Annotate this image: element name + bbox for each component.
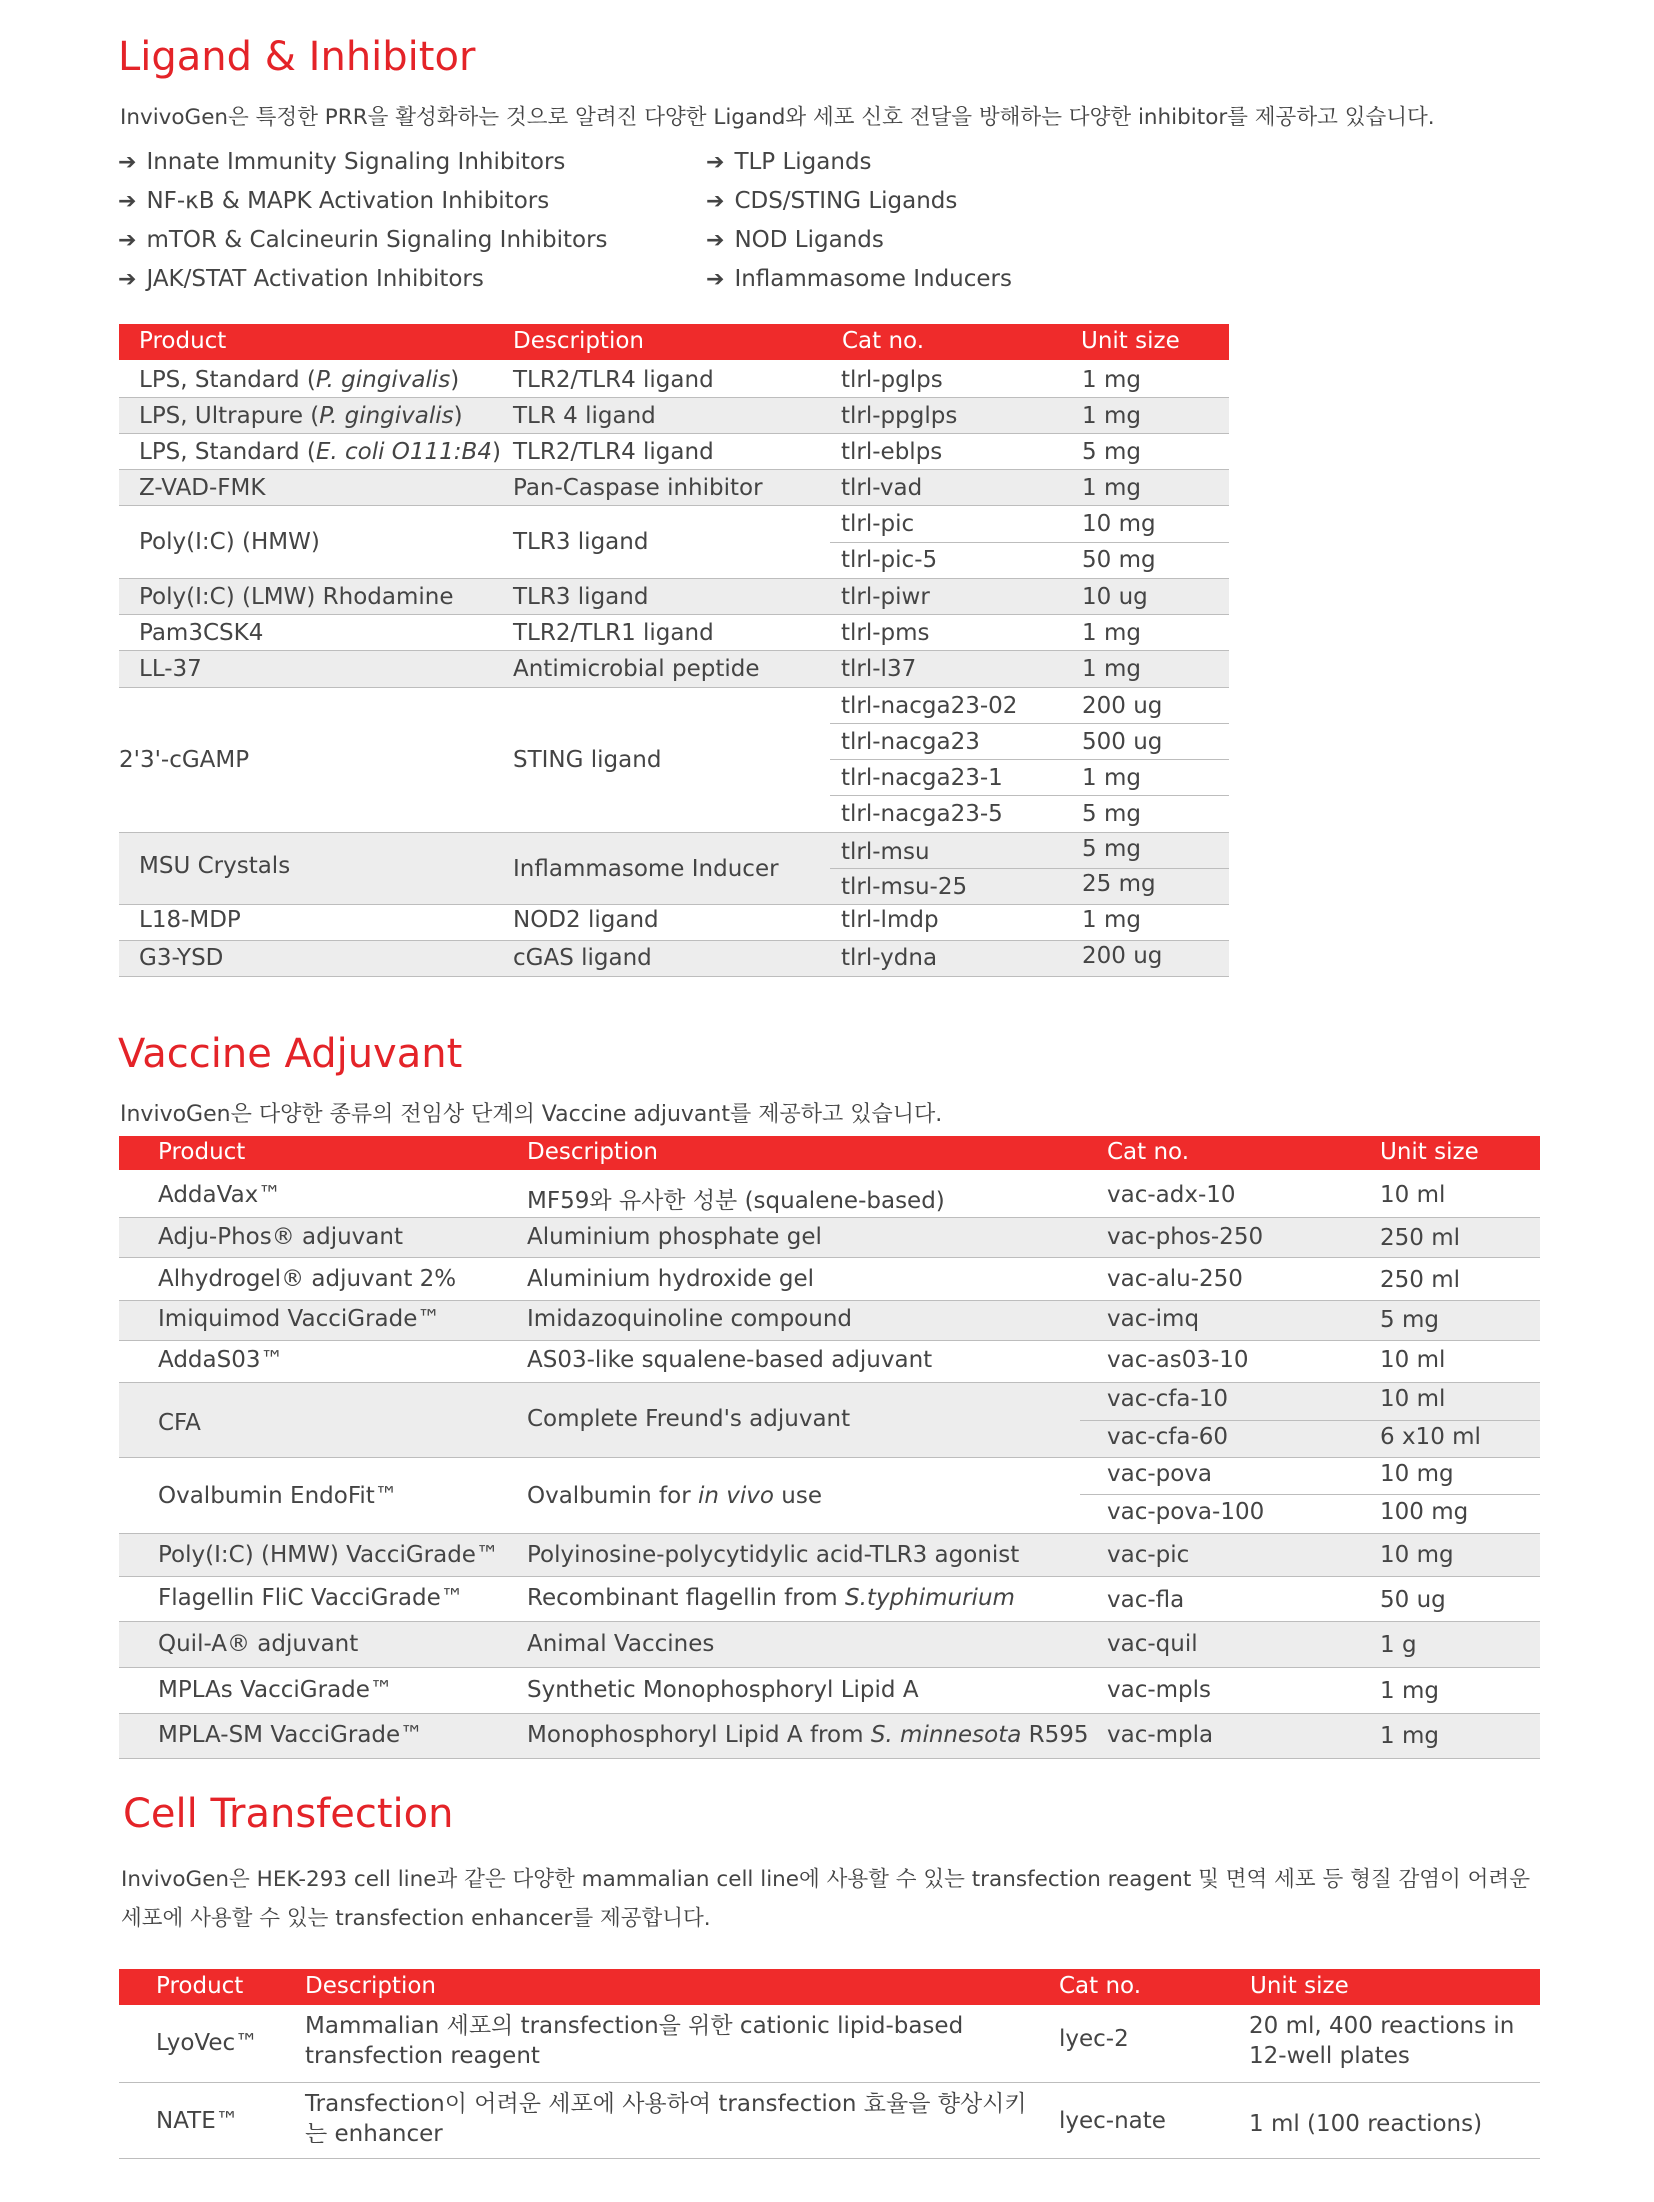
description: Recombinant flagellin from S.typhimurium [527, 1585, 1015, 1611]
row-divider [119, 1533, 1540, 1534]
vaccine-title: Vaccine Adjuvant [118, 1031, 463, 1077]
unit-size: 1 mg [1082, 907, 1141, 933]
ligand-title: Ligand & Inhibitor [118, 34, 476, 80]
cat-no: tlrl-nacga23 [841, 729, 980, 755]
row-divider [830, 868, 1229, 869]
arrow-icon: ➔ [706, 228, 725, 253]
cat-no: tlrl-lmdp [841, 907, 939, 933]
description: TLR 4 ligand [513, 403, 656, 429]
row-divider [830, 542, 1229, 543]
bullet-item: ➔ CDS/STING Ligands [706, 188, 958, 214]
cat-no: vac-mpls [1107, 1677, 1212, 1703]
product-name: CFA [158, 1410, 201, 1436]
transfection-table-header [119, 1969, 1540, 2005]
cat-no: tlrl-ydna [841, 945, 938, 971]
row-divider [830, 795, 1229, 796]
product-name: Ovalbumin EndoFit™ [158, 1483, 398, 1509]
row-divider [119, 1382, 1540, 1383]
product-name: LL-37 [139, 656, 202, 682]
arrow-icon: ➔ [706, 189, 725, 214]
cat-no: vac-adx-10 [1107, 1182, 1236, 1208]
cat-no: tlrl-pms [841, 620, 930, 646]
row-divider [119, 1576, 1540, 1577]
header-cat: Cat no. [1059, 1973, 1142, 1999]
description: Pan-Caspase inhibitor [513, 475, 763, 501]
cat-no: tlrl-nacga23-02 [841, 693, 1018, 719]
header-product: Product [158, 1139, 246, 1165]
unit-size: 1 mg [1082, 765, 1141, 791]
cat-no: vac-cfa-60 [1107, 1424, 1229, 1450]
unit-size: 200 ug [1082, 943, 1163, 969]
product-name: MSU Crystals [139, 853, 291, 879]
unit-size: 10 ml [1380, 1182, 1446, 1208]
description: cGAS ligand [513, 945, 652, 971]
description: NOD2 ligand [513, 907, 659, 933]
unit-size: 5 mg [1082, 836, 1141, 862]
header-description: Description [527, 1139, 658, 1165]
ligand-table-header [119, 324, 1229, 360]
row-divider [119, 1621, 1540, 1622]
cat-no: vac-pova-100 [1107, 1499, 1265, 1525]
bullet-item: ➔ TLP Ligands [706, 149, 872, 175]
product-name: LyoVec™ [156, 2030, 259, 2056]
product-name: G3-YSD [139, 945, 224, 971]
header-cat: Cat no. [842, 328, 925, 354]
description: Imidazoquinoline compound [527, 1306, 852, 1332]
vaccine-table-header [119, 1136, 1540, 1170]
product-name: Poly(I:C) (HMW) VacciGrade™ [158, 1542, 499, 1568]
description: AS03-like squalene-based adjuvant [527, 1347, 933, 1373]
cat-no: tlrl-nacga23-5 [841, 801, 1003, 827]
cat-no: tlrl-pglps [841, 367, 943, 393]
description: TLR3 ligand [513, 529, 649, 555]
unit-size: 100 mg [1380, 1499, 1469, 1525]
cat-no: tlrl-eblps [841, 439, 943, 465]
bullet-item: ➔ Innate Immunity Signaling Inhibitors [118, 149, 566, 175]
cat-no: tlrl-l37 [841, 656, 917, 682]
arrow-icon: ➔ [118, 150, 137, 175]
product-name: NATE™ [156, 2108, 239, 2134]
description: Polyinosine-polycytidylic acid-TLR3 agonist [527, 1542, 1020, 1568]
header-unit: Unit size [1250, 1973, 1349, 1999]
unit-size: 1 ml (100 reactions) [1249, 2111, 1483, 2137]
transfection-intro-line1: InvivoGen은 HEK-293 cell line과 같은 다양한 mammalian cell line에 사용할 수 있는 transfection reagent 및 면역 세포 등 형질 감염이 어려운 [121, 1867, 1530, 1892]
description: TLR3 ligand [513, 584, 649, 610]
cat-no: tlrl-vad [841, 475, 923, 501]
unit-size: 250 ml [1380, 1267, 1461, 1293]
product-name: Flagellin FliC VacciGrade™ [158, 1585, 464, 1611]
unit-size: 1 mg [1380, 1723, 1439, 1749]
unit-size: 10 mg [1082, 511, 1156, 537]
row-divider [119, 1217, 1540, 1218]
row-divider [119, 650, 1229, 651]
description: Synthetic Monophosphoryl Lipid A [527, 1677, 919, 1703]
description: Aluminium phosphate gel [527, 1224, 822, 1250]
product-name: Poly(I:C) (LMW) Rhodamine [139, 584, 454, 610]
row-divider [119, 832, 1229, 833]
cat-no: tlrl-msu-25 [841, 874, 968, 900]
unit-size: 1 mg [1082, 367, 1141, 393]
row-divider [830, 759, 1229, 760]
row-divider [119, 614, 1229, 615]
row-divider [119, 904, 1229, 905]
unit-size: 20 ml, 400 reactions in 12-well plates [1249, 2013, 1515, 2069]
cat-no: tlrl-pic-5 [841, 547, 938, 573]
product-name: AddaS03™ [158, 1347, 284, 1373]
header-product: Product [139, 328, 227, 354]
unit-size: 1 mg [1380, 1678, 1439, 1704]
cat-no: vac-fla [1107, 1587, 1185, 1613]
cat-no: tlrl-nacga23-1 [841, 765, 1003, 791]
row-bg [119, 940, 1229, 976]
product-name: Imiquimod VacciGrade™ [158, 1306, 441, 1332]
description: Aluminium hydroxide gel [527, 1266, 815, 1292]
bullet-item: ➔ mTOR & Calcineurin Signaling Inhibitors [118, 227, 608, 253]
product-name: 2'3'-cGAMP [119, 747, 250, 773]
cat-no: vac-quil [1107, 1631, 1198, 1657]
row-divider [119, 940, 1229, 941]
bullet-item: ➔ JAK/STAT Activation Inhibitors [118, 266, 484, 292]
product-name: L18-MDP [139, 907, 241, 933]
description: Ovalbumin for in vivo use [527, 1483, 822, 1509]
product-name: Z-VAD-FMK [139, 475, 266, 501]
description: TLR2/TLR4 ligand [513, 439, 714, 465]
vaccine-intro: InvivoGen은 다양한 종류의 전임상 단계의 Vaccine adjuvant를 제공하고 있습니다. [120, 1102, 943, 1127]
cat-no: tlrl-piwr [841, 584, 930, 610]
row-divider [119, 469, 1229, 470]
unit-size: 5 mg [1082, 439, 1141, 465]
cat-no: lyec-nate [1059, 2108, 1166, 2134]
unit-size: 500 ug [1082, 729, 1163, 755]
unit-size: 250 ml [1380, 1225, 1461, 1251]
unit-size: 25 mg [1082, 871, 1156, 897]
product-name: MPLA-SM VacciGrade™ [158, 1722, 424, 1748]
cat-no: tlrl-pic [841, 511, 915, 537]
description: Mammalian 세포의 transfection을 위한 cationic lipid-based transfection reagent [305, 2013, 964, 2069]
product-name: AddaVax™ [158, 1182, 282, 1208]
product-name: Adju-Phos® adjuvant [158, 1224, 403, 1250]
row-divider [119, 1713, 1540, 1714]
product-name: LPS, Standard (E. coli O111:B4) [139, 439, 501, 465]
row-divider [119, 1758, 1540, 1759]
row-divider [119, 1300, 1540, 1301]
description: Animal Vaccines [527, 1631, 715, 1657]
row-divider [119, 578, 1229, 579]
arrow-icon: ➔ [706, 150, 725, 175]
description: Monophosphoryl Lipid A from S. minnesota R595 [527, 1722, 1089, 1748]
arrow-icon: ➔ [706, 267, 725, 292]
cat-no: vac-pic [1107, 1542, 1190, 1568]
row-divider [119, 2082, 1540, 2083]
description: Inflammasome Inducer [513, 856, 779, 882]
header-unit: Unit size [1380, 1139, 1479, 1165]
description: Antimicrobial peptide [513, 656, 760, 682]
row-divider [830, 723, 1229, 724]
row-divider [119, 976, 1229, 977]
product-name: LPS, Ultrapure (P. gingivalis) [139, 403, 463, 429]
row-divider [119, 397, 1229, 398]
unit-size: 5 mg [1082, 801, 1141, 827]
cat-no: vac-cfa-10 [1107, 1386, 1229, 1412]
unit-size: 5 mg [1380, 1307, 1439, 1333]
cat-no: tlrl-ppglps [841, 403, 958, 429]
unit-size: 1 mg [1082, 620, 1141, 646]
unit-size: 10 mg [1380, 1542, 1454, 1568]
unit-size: 1 g [1380, 1632, 1417, 1658]
cat-no: vac-phos-250 [1107, 1224, 1264, 1250]
row-divider [119, 687, 1229, 688]
cat-no: vac-pova [1107, 1461, 1213, 1487]
cat-no: tlrl-msu [841, 839, 930, 865]
description: TLR2/TLR4 ligand [513, 367, 714, 393]
unit-size: 200 ug [1082, 693, 1163, 719]
bullet-item: ➔ NOD Ligands [706, 227, 884, 253]
product-name: MPLAs VacciGrade™ [158, 1677, 393, 1703]
bullet-item: ➔ NF-κB & MAPK Activation Inhibitors [118, 188, 550, 214]
row-divider [1080, 1420, 1540, 1421]
header-cat: Cat no. [1107, 1139, 1190, 1165]
row-divider [119, 1340, 1540, 1341]
header-unit: Unit size [1081, 328, 1180, 354]
cat-no: vac-mpla [1107, 1722, 1214, 1748]
transfection-title: Cell Transfection [123, 1791, 454, 1837]
row-divider [1080, 1494, 1540, 1495]
unit-size: 50 ug [1380, 1587, 1446, 1613]
product-name: Pam3CSK4 [139, 620, 264, 646]
header-description: Description [513, 328, 644, 354]
unit-size: 10 ug [1082, 584, 1148, 610]
transfection-intro-line2: 세포에 사용할 수 있는 transfection enhancer를 제공합니다. [121, 1906, 711, 1931]
description: MF59와 유사한 성분 (squalene-based) [527, 1188, 945, 1214]
product-name: Quil-A® adjuvant [158, 1631, 359, 1657]
cat-no: lyec-2 [1059, 2026, 1129, 2052]
cat-no: vac-imq [1107, 1306, 1200, 1332]
row-divider [119, 1667, 1540, 1668]
arrow-icon: ➔ [118, 189, 137, 214]
description: TLR2/TLR1 ligand [513, 620, 714, 646]
bullet-item: ➔ Inflammasome Inducers [706, 266, 1012, 292]
unit-size: 10 ml [1380, 1347, 1446, 1373]
unit-size: 1 mg [1082, 656, 1141, 682]
ligand-intro: InvivoGen은 특정한 PRR을 활성화하는 것으로 알려진 다양한 Ligand와 세포 신호 전달을 방해하는 다양한 inhibitor를 제공하고 있습니다. [120, 105, 1435, 130]
header-product: Product [156, 1973, 244, 1999]
description: Transfection이 어려운 세포에 사용하여 transfection 효율을 향상시키는 enhancer [305, 2091, 1027, 2147]
row-divider [119, 1457, 1540, 1458]
product-name: LPS, Standard (P. gingivalis) [139, 367, 460, 393]
cat-no: vac-as03-10 [1107, 1347, 1249, 1373]
header-description: Description [305, 1973, 436, 1999]
unit-size: 10 mg [1380, 1461, 1454, 1487]
description: STING ligand [513, 747, 662, 773]
row-divider [119, 505, 1229, 506]
cat-no: vac-alu-250 [1107, 1266, 1243, 1292]
description: Complete Freund's adjuvant [527, 1406, 851, 1432]
arrow-icon: ➔ [118, 267, 137, 292]
arrow-icon: ➔ [118, 228, 137, 253]
unit-size: 1 mg [1082, 475, 1141, 501]
row-divider [119, 1257, 1540, 1258]
row-divider [119, 2158, 1540, 2159]
unit-size: 50 mg [1082, 547, 1156, 573]
row-divider [119, 433, 1229, 434]
unit-size: 6 x10 ml [1380, 1424, 1481, 1450]
product-name: Alhydrogel® adjuvant 2% [158, 1266, 457, 1292]
unit-size: 10 ml [1380, 1386, 1446, 1412]
unit-size: 1 mg [1082, 403, 1141, 429]
product-name: Poly(I:C) (HMW) [139, 529, 320, 555]
